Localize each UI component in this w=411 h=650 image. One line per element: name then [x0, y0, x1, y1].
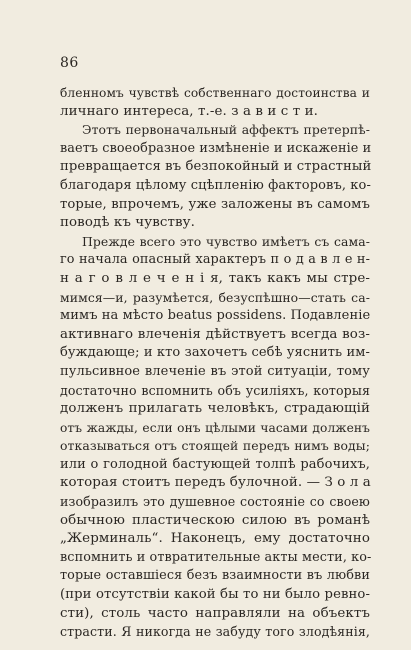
text-line: буждающе; и кто захочетъ себѣ уяснить им-: [60, 345, 370, 361]
text-line: отказываться отъ стоящей передъ нимъ воды;: [60, 438, 370, 454]
text-line: отъ жажды, если онъ цѣлыми часами долженъ: [60, 420, 370, 435]
text-line: го начала опасный характеръ п о д а в л е н-: [60, 252, 370, 268]
body-text: [60, 84, 370, 642]
text-line: или о голодной бастующей толпѣ рабочихъ,: [60, 456, 370, 472]
text-line: торые, впрочемъ, уже заложены въ самомъ: [60, 196, 370, 212]
text-line: долженъ прилагать человѣкъ, страдающій: [60, 401, 370, 417]
text-line: мимся—и, разумѣется, безуспѣшно—стать са-: [60, 289, 370, 305]
paragraph-start-line: Прежде всего это чувство имѣетъ съ сама-: [82, 233, 370, 249]
paragraph-start-line: Этотъ первоначальный аффектъ претерпѣ-: [82, 122, 370, 138]
text-line: которая стоитъ передъ булочной. — З о л а: [60, 475, 371, 491]
text-line: изобразилъ это душевное состояніе со своею: [60, 494, 370, 510]
text-line: активнаго влеченія дѣйствуетъ всегда воз-: [60, 326, 370, 342]
text-line: превращается въ безпокойный и страстный: [60, 159, 372, 175]
text-line: бленномъ чувствѣ собственнаго достоинства и: [60, 86, 370, 100]
text-line: торые оставшіеся безъ взаимности въ любви: [60, 568, 370, 584]
text-line: ваетъ своеобразное измѣненіе и искаженіе и: [60, 140, 372, 156]
text-line: (при отсутствіи какой бы то ни было ревно-: [60, 587, 370, 603]
text-line: личнаго интереса, т.-е. з а в и с т и.: [60, 103, 319, 119]
text-line: страсти. Я никогда не забуду того злодѣянія,: [60, 624, 370, 640]
page-number: 86: [60, 55, 79, 71]
text-line: поводѣ къ чувству.: [60, 215, 195, 231]
text-line: „Жерминаль“. Наконецъ, ему достаточно: [60, 531, 370, 547]
text-line: сти), столь часто направляли на объектъ: [60, 605, 370, 621]
text-line: обычною пластическою силою въ романѣ: [60, 512, 370, 528]
text-line: пульсивное влеченіе въ этой ситуаціи, тому: [60, 363, 370, 379]
text-line: вспомнить и отвратительные акты мести, ко-: [60, 549, 372, 565]
text-line: мимъ на мѣсто beatus possidens. Подавленіе: [60, 308, 371, 324]
text-line: достаточно вспомнить объ усиліяхъ, которыя: [60, 382, 370, 398]
text-line: н а г о в л е ч е н і я, такъ какъ мы стре-: [60, 270, 370, 286]
text-line: благодаря цѣлому сцѣпленію факторовъ, ко-: [60, 177, 371, 193]
